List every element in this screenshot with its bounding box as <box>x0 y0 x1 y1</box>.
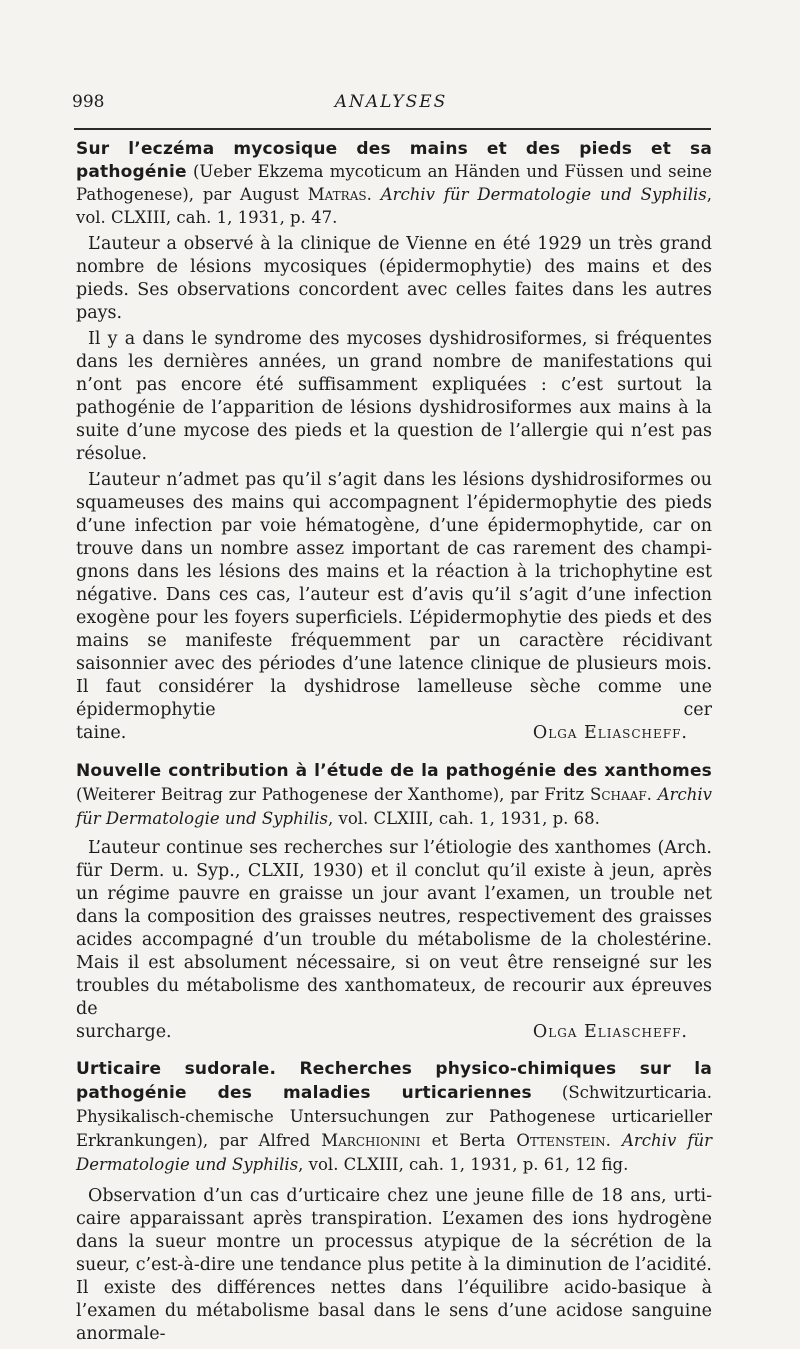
running-head <box>72 92 710 116</box>
original-title: (Ueber Ekzema mycoticum an Händen und Füssen und seine Pathogenese), par August <box>76 162 712 204</box>
original-title: (Weiterer Beitrag zur Pathogenese der Xanthome), par Fritz <box>76 785 591 804</box>
paragraph: Il y a dans le syndrome des mycoses dyshidrosiformes, si fréquentes dans les dernières années, un grand nombre de manifestations qui n’ont pas encore été suffisamment expliquées : c’est surtout la pathogénie de l’apparition de lésions dyshidrosiformes aux mains à la suite d’une mycose des pieds et la question de l’allergie qui n’est pas résolue. <box>76 329 712 464</box>
article-reference <box>76 1058 712 1177</box>
journal-name: Archiv für Dermatologie und Syphilis <box>380 185 707 204</box>
signature-line <box>76 722 712 745</box>
article-reference <box>76 138 712 230</box>
journal-name: Archiv für Dermatologie und Syphilis <box>76 1131 712 1174</box>
abstract-urticaire <box>76 1058 712 1346</box>
header-rule <box>74 128 711 130</box>
signature: Olga Eliascheff. <box>532 1022 688 1042</box>
running-title: ANALYSES <box>334 92 448 112</box>
article-headline: Sur l’eczéma mycosique des mains et des pieds et sa pathogénie <box>76 139 712 182</box>
author-name: Matras <box>307 185 367 204</box>
page-number: 998 <box>72 92 105 112</box>
article-reference <box>76 759 712 831</box>
paragraph: L’auteur continue ses recherches sur l’étiologie des xanthomes (Arch. für Derm. u. Syp., CLXII, 1930) et il conclut qu’il existe à jeun, après un régime pauvre en graisse un jour avant l’examen, un trouble net dans la composition des graisses neutres, respectivement des graisses acides accompagné d’un trouble du métabolisme de la cholestérine. Mais il est absolument nécessaire, si on veut être renseigné sur les troubles du métabolisme des xanthomateux, de recourir aux épreuves de <box>76 838 712 1019</box>
last-line: taine. <box>76 723 127 743</box>
author-name: Ottenstein <box>516 1131 606 1150</box>
article-headline: Urticaire sudorale. Recherches physico-chimiques sur la pathogénie des maladies urticariennes <box>76 1059 712 1103</box>
signature-line <box>76 1021 712 1044</box>
separator: . <box>646 785 658 804</box>
author-name: Schaaf <box>590 785 647 804</box>
last-line: surcharge. <box>76 1022 172 1042</box>
original-title: (Schwitzurticaria. Physikalisch-chemische Untersuchungen zur Pathogenese urticarieller Erkrankungen), par Alfred <box>76 1083 712 1150</box>
citation-mid: et Berta <box>420 1131 517 1150</box>
citation-tail: , vol. CLXIII, cah. 1, 1931, p. 61, 12 fig. <box>298 1155 629 1174</box>
journal-name: Archiv für Dermatologie und Syphilis <box>76 785 712 828</box>
article-headline: Nouvelle contribution à l’étude de la pathogénie des xanthomes <box>76 761 712 781</box>
paragraph: L’auteur n’admet pas qu’il s’agit dans les lésions dyshidrosiformes ou squameuses des mains qui accompagnent l’épidermophytie des pieds d’une infection par voie hématogène, d’une épidermophytide, car on trouve dans un nombre assez important de cas rarement des champignons dans les lésions des mains et la réaction à la trichophytine est négative. Dans ces cas, l’auteur est d’avis qu’il s’agit d’une infection exogène pour les foyers superficiels. L’épidermophytie des pieds et des mains se manifeste fréquemment par un caractère récidivant saisonnier avec des périodes d’une latence clinique de plusieurs mois. Il faut considérer la dyshidrose lamelleuse sèche comme une épidermophytie cer <box>76 470 712 720</box>
citation-tail: , vol. CLXIII, cah. 1, 1931, p. 68. <box>328 809 600 828</box>
page-body <box>76 138 712 1349</box>
citation-tail: , vol. CLXIII, cah. 1, 1931, p. 47. <box>76 185 713 227</box>
abstract-xanthomes <box>76 759 712 1044</box>
signature: Olga Eliascheff. <box>532 723 688 743</box>
author-name: Marchionini <box>321 1131 421 1150</box>
abstract-eczema <box>76 138 712 745</box>
separator: . <box>366 185 381 204</box>
separator: . <box>605 1131 622 1150</box>
paragraph: Observation d’un cas d’urticaire chez une jeune fille de 18 ans, urticaire apparaissant après transpiration. L’examen des ions hydrogène dans la sueur montre un processus atypique de la sécrétion de la sueur, c’est-à-dire une tendance plus petite à la diminution de l’acidité. Il existe des différences nettes dans l’équilibre acido-basique à l’examen du métabolisme basal dans le sens d’une acidose sanguine anormale- <box>76 1186 712 1344</box>
paragraph: L’auteur a observé à la clinique de Vienne en été 1929 un très grand nombre de lésions mycosiques (épidermophytie) des mains et des pieds. Ses observations concordent avec celles faites dans les autres pays. <box>76 234 712 323</box>
